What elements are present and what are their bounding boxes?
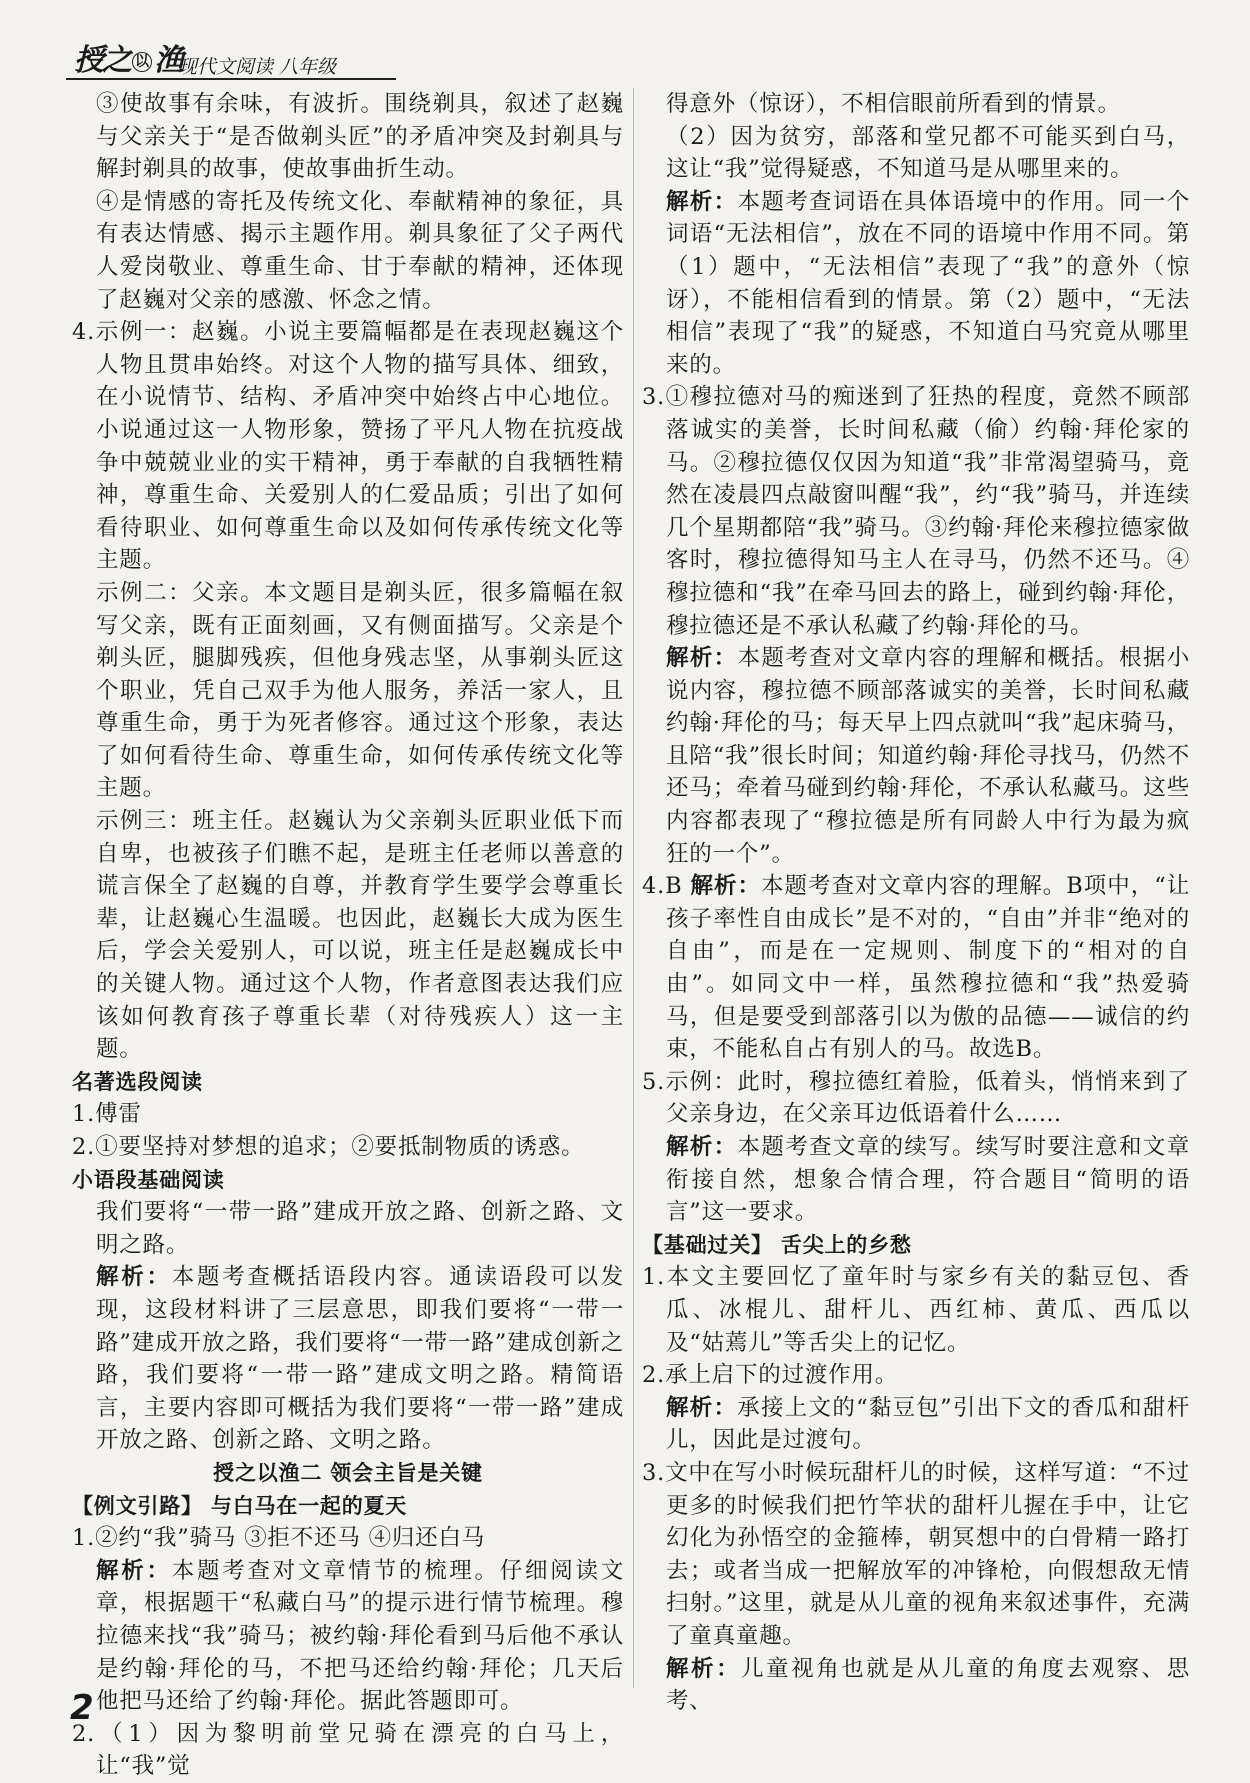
- paragraph: ③使故事有余味，有波折。围绕剃具，叙述了赵巍与父亲关于“是否做剃头匠”的矛盾冲突及封剃具与解封剃具的故事，使故事曲折生动。: [96, 91, 624, 183]
- analysis: [72, 1261, 624, 1457]
- answer-item: [642, 870, 1190, 1066]
- analysis-label: 解析：: [96, 1264, 172, 1291]
- answer-item: 2.①要坚持对梦想的追求；②要抵制物质的诱惑。: [72, 1134, 585, 1160]
- answer-item: 1.傅雷: [72, 1101, 142, 1128]
- analysis: [72, 1555, 624, 1718]
- brand-logo: 授之 以 渔: [74, 43, 182, 78]
- section-heading: 【基础过关】 舌尖上的乡愁: [642, 1232, 912, 1257]
- analysis-text: 本题考查对文章情节的梳理。仔细阅读文章，根据题干“私藏白马”的提示进行情节梳理。穆拉德来找“我”骑马；被约翰·拜伦看到马后他不承认是约翰·拜伦的马，不把马还给约翰·拜伦；几天后他把马还给了约翰·拜伦。据此答题即可。: [96, 1557, 625, 1715]
- analysis-label: 解析：: [96, 1557, 172, 1584]
- analysis-label: 解析：: [666, 1394, 738, 1421]
- right-column: [642, 88, 1190, 1718]
- analysis-text: 本题考查词语在具体语境中的作用。同一个词语“无法相信”，放在不同的语境中作用不同。第（1）题中，“无法相信”表现了“我”的意外（惊讶），不能相信看到的情景。第（2）题中，“无法相信”表现了“我”的疑惑，不知道白马究竟从哪里来的。: [666, 188, 1190, 378]
- section-heading: 【例文引路】 与白马在一起的夏天: [72, 1493, 408, 1518]
- analysis: [642, 642, 1190, 870]
- answer-item: 1.②约“我”骑马 ③拒不还马 ④归还白马: [72, 1525, 486, 1552]
- analysis-text: 本题考查文章的续写。续写时要注意和文章衔接自然，想象合情合理，符合题目“简明的语言”这一要求。: [666, 1134, 1190, 1226]
- paragraph: 示例三：班主任。赵巍认为父亲剃头匠职业低下而自卑，也被孩子们瞧不起，是班主任老师以善意的谎言保全了赵巍的自尊，并教育学生要学会尊重长辈，让赵巍心生温暖。也因此，赵巍长大成为医生后，学会关爱别人，可以说，班主任是赵巍成长中的关键人物。通过这个人物，作者意图表达我们应该如何教育孩子尊重长辈（对待残疾人）这一主题。: [96, 808, 624, 1063]
- paragraph: （2）因为贫穷，部落和堂兄都不可能买到白马，这让“我”觉得疑惑，不知道马是从哪里来的。: [666, 123, 1190, 183]
- analysis-text: 儿童视角也就是从儿童的角度去观察、思考、: [666, 1655, 1190, 1715]
- analysis-text: 本题考查概括语段内容。通读语段可以发现，这段材料讲了三层意思，即我们要将“一带一路”建成开放之路，我们要将“一带一路”建成创新之路，我们要将“一带一路”建成文明之路。精简语言，主要内容即可概括为我们要将“一带一路”建成开放之路、创新之路、文明之路。: [96, 1264, 625, 1454]
- chapter-heading: 授之以渔二 领会主旨是关键: [213, 1460, 483, 1485]
- left-column: [72, 88, 624, 1783]
- analysis-label: 解析：: [666, 1134, 738, 1160]
- analysis: [642, 1131, 1190, 1229]
- section-heading: 小语段基础阅读: [72, 1167, 225, 1192]
- page-number: 2: [70, 1688, 94, 1728]
- analysis-label: 解析：: [690, 873, 761, 900]
- analysis-label: 解析：: [666, 188, 738, 215]
- paragraph: ④是情感的寄托及传统文化、奉献精神的象征，具有表达情感、揭示主题作用。剃具象征了父子两代人爱岗敬业、尊重生命、甘于奉献的精神，还体现了赵巍对父亲的感激、怀念之情。: [96, 188, 624, 313]
- analysis-label: 解析：: [666, 645, 738, 672]
- analysis: [642, 186, 1190, 382]
- answer-choice: 4.B: [642, 873, 691, 900]
- analysis-label: 解析：: [666, 1655, 742, 1682]
- answer-item: 3.文中在写小时候玩甜杆儿的时候，这样写道：“不过更多的时候我们把竹竿状的甜杆儿握在手中，让它幻化为孙悟空的金箍棒，朝冥想中的白骨精一路打去；或者当成一把解放军的冲锋枪，向假想敌无情扫射。”这里，就是从儿童的视角来叙述事件，充满了童真童趣。: [642, 1459, 1190, 1649]
- analysis-text: 承接上文的“黏豆包”引出下文的香瓜和甜杆儿，因此是过渡句。: [666, 1394, 1190, 1454]
- book-subtitle: 现代文阅读 八年级: [178, 56, 337, 78]
- analysis-text: 本题考查对文章内容的理解。B项中，“让孩子率性自由成长”是不对的，“自由”并非“绝对的自由”，而是在一定规则、制度下的“相对的自由”。如同文中一样，虽然穆拉德和“我”热爱骑马，但是要受到部落引以为傲的品德——诚信的约束，不能私自占有别人的马。故选B。: [666, 873, 1190, 1063]
- paragraph: 我们要将“一带一路”建成开放之路、创新之路、文明之路。: [96, 1199, 624, 1258]
- answer-item: 2.承上启下的过渡作用。: [642, 1362, 899, 1389]
- column-divider: [633, 88, 634, 1688]
- analysis-text: 本题考查对文章内容的理解和概括。根据小说内容，穆拉德不顾部落诚实的美誉，长时间私藏约翰·拜伦的马；每天早上四点就叫“我”起床骑马，且陪“我”很长时间；知道约翰·拜伦寻找马，仍然不还马；牵着马碰到约翰·拜伦，不承认私藏马。这些内容都表现了“穆拉德是所有同龄人中行为最为疯狂的一个”。: [666, 645, 1190, 867]
- analysis: [642, 1392, 1190, 1457]
- analysis: [642, 1653, 1190, 1718]
- paragraph: 示例二：父亲。本文题目是剃头匠，很多篇幅在叙写父亲，既有正面刻画，又有侧面描写。父亲是个剃头匠，腿脚残疾，但他身残志坚，从事剃头匠这个职业，凭自己双手为他人服务，养活一家人，且尊重生命，勇于为死者修容。通过这个形象，表达了如何看待生命、尊重生命，如何传承传统文化等主题。: [96, 579, 624, 802]
- answer-item: 1.本文主要回忆了童年时与家乡有关的黏豆包、香瓜、冰棍儿、甜杆儿、西红柿、黄瓜、西瓜以及“姑蔫儿”等舌尖上的记忆。: [642, 1264, 1190, 1356]
- answer-item: 4.示例一：赵巍。小说主要篇幅都是在表现赵巍这个人物且贯串始终。对这个人物的描写具体、细致，在小说情节、结构、矛盾冲突中始终占中心地位。小说通过这一人物形象，赞扬了平凡人物在抗疫战争中兢兢业业的实干精神，勇于奉献的自我牺牲精神，尊重生命、关爱别人的仁爱品质；引出了如何看待职业、如何尊重生命以及如何传承传统文化等主题。: [72, 319, 624, 574]
- answer-item: 5.示例：此时，穆拉德红着脸，低着头，悄悄来到了父亲身边，在父亲耳边低语着什么……: [642, 1068, 1190, 1128]
- answer-item: 2.（1）因为黎明前堂兄骑在漂亮的白马上，让“我”觉: [72, 1720, 624, 1780]
- running-header: [66, 44, 396, 80]
- paragraph: 得意外（惊讶），不相信眼前所看到的情景。: [666, 91, 1121, 117]
- answer-item: 3.①穆拉德对马的痴迷到了狂热的程度，竟然不顾部落诚实的美誉，长时间私藏（偷）约翰·拜伦家的马。②穆拉德仅仅因为知道“我”非常渴望骑马，竟然在凌晨四点敲窗叫醒“我”，约“我”骑马，并连续几个星期都陪“我”骑马。③约翰·拜伦来穆拉德家做客时，穆拉德得知马主人在寻马，仍然不还马。④穆拉德和“我”在牵马回去的路上，碰到约翰·拜伦，穆拉德还是不承认私藏了约翰·拜伦的马。: [642, 384, 1190, 639]
- section-heading: 名著选段阅读: [72, 1069, 203, 1094]
